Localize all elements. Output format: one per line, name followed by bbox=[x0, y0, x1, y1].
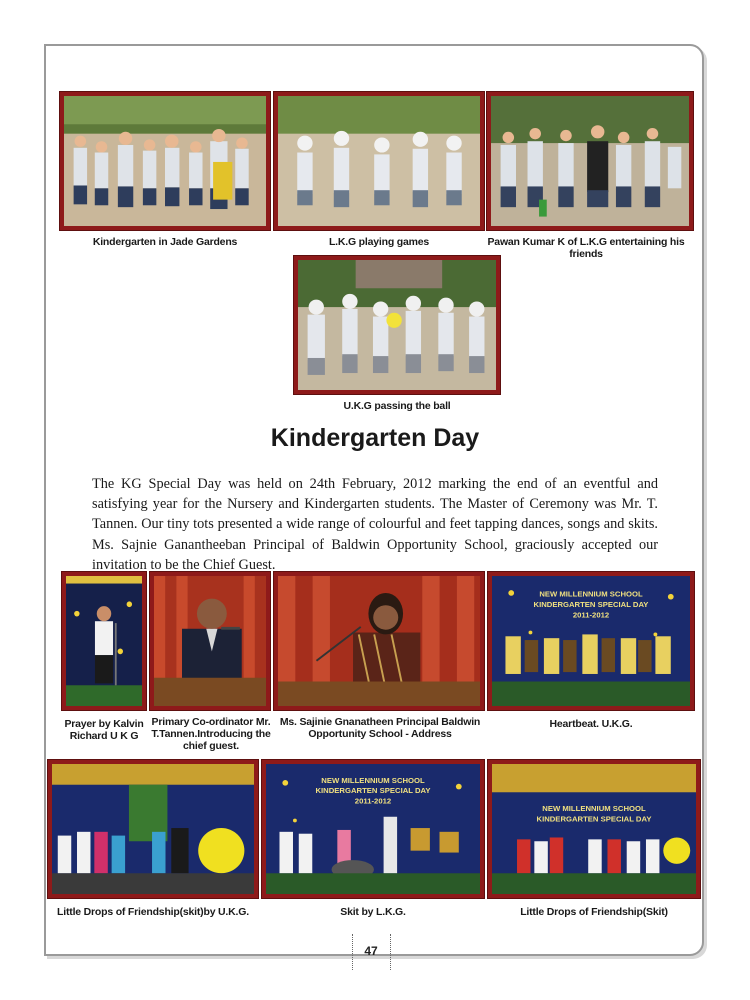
caption-drops-skit: Little Drops of Friendship(Skit) bbox=[520, 906, 668, 918]
photo-prayer bbox=[62, 572, 146, 710]
banner-line1: NEW MILLENNIUM SCHOOL bbox=[542, 804, 646, 814]
banner-line3: 2011-2012 bbox=[354, 796, 392, 806]
caption-skit-lkg: Skit by L.K.G. bbox=[340, 906, 406, 918]
caption-pawan: Pawan Kumar K of L.K.G entertaining his friends bbox=[487, 236, 685, 260]
photo-drops-skit bbox=[488, 760, 700, 898]
banner-line1: NEW MILLENNIUM SCHOOL bbox=[321, 775, 425, 785]
caption-jade-gardens: Kindergarten in Jade Gardens bbox=[92, 236, 238, 248]
photo-coordinator bbox=[150, 572, 270, 710]
banner-line2: KINDERGARTEN SPECIAL DAY bbox=[536, 814, 652, 824]
caption-ukg-ball: U.K.G passing the ball bbox=[343, 400, 451, 412]
page-number-divider bbox=[352, 934, 354, 970]
article-body: The KG Special Day was held on 24th February, 2012 marking the end of an eventful and satisfying year for the Nursery and Kindergarten students. The Master of Ceremony was Mr. T. Tannen. Our tiny tots presented a wide range of colourful and feet tapping dances, songs and skits. Ms. Sajnie Ganantheeban Principal of Baldwin Opportunity School, graciously accepted our invitation to be the Chief Guest. bbox=[92, 476, 658, 573]
photo-skit-lkg bbox=[262, 760, 484, 898]
banner-line1: NEW MILLENNIUM SCHOOL bbox=[539, 589, 643, 599]
caption-drops-ukg: Little Drops of Friendship(skit)by U.K.G. bbox=[57, 906, 249, 918]
caption-heartbeat: Heartbeat. U.K.G. bbox=[549, 718, 633, 730]
caption-prayer: Prayer by Kalvin Richard U K G bbox=[64, 718, 144, 742]
banner-line2: KINDERGARTEN SPECIAL DAY bbox=[533, 600, 649, 610]
photo-heartbeat bbox=[488, 572, 694, 710]
caption-lkg-games: L.K.G playing games bbox=[328, 236, 430, 248]
photo-pawan bbox=[487, 92, 693, 230]
photo-lkg-games bbox=[274, 92, 484, 230]
photo-jade-gardens bbox=[60, 92, 270, 230]
photo-ukg-ball bbox=[294, 256, 500, 394]
banner-line2: KINDERGARTEN SPECIAL DAY bbox=[315, 786, 431, 796]
page-number: 47 bbox=[364, 944, 378, 958]
photo-principal bbox=[274, 572, 484, 710]
banner-line3: 2011-2012 bbox=[572, 610, 610, 620]
caption-principal: Ms. Sajinie Gnanatheen Principal Baldwin Opportunity School - Address bbox=[279, 716, 481, 740]
page-number-divider bbox=[390, 934, 392, 970]
photo-drops-ukg bbox=[48, 760, 258, 898]
caption-coordinator: Primary Co-ordinator Mr. T.Tannen.Introducing the chief guest. bbox=[151, 716, 271, 752]
page-title: Kindergarten Day bbox=[270, 424, 480, 452]
